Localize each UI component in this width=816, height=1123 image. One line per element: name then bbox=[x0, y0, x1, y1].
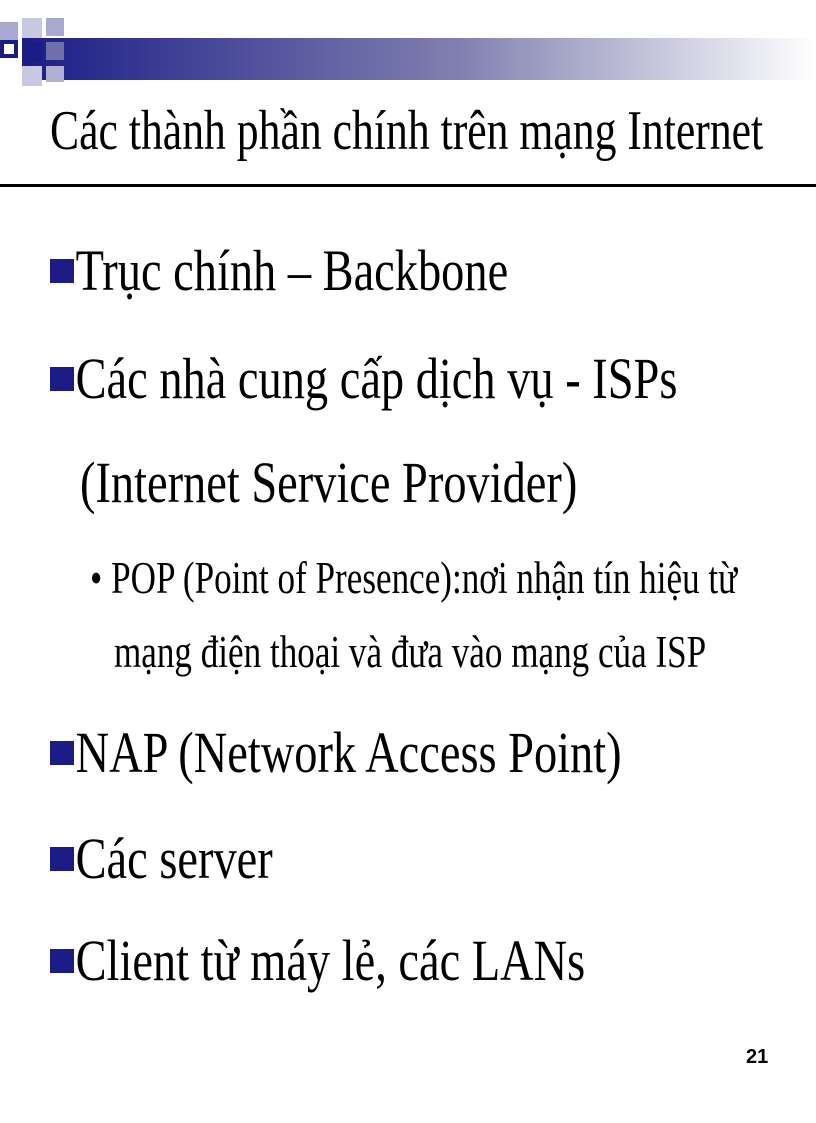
decor-square bbox=[22, 42, 42, 62]
decor-square bbox=[2, 42, 16, 56]
slide-title: Các thành phần chính trên mạng Internet bbox=[50, 100, 764, 162]
bullet-text: Client từ máy lẻ, các LANs bbox=[75, 928, 586, 993]
decor-square bbox=[22, 18, 42, 38]
bullet-item bbox=[50, 926, 585, 996]
square-bullet-icon bbox=[50, 847, 74, 871]
bullet-item bbox=[50, 718, 622, 788]
bullet-item bbox=[50, 344, 677, 414]
decor-square bbox=[0, 22, 18, 40]
square-bullet-icon bbox=[50, 741, 74, 765]
decor-square bbox=[46, 42, 64, 60]
square-bullet-icon bbox=[50, 367, 74, 391]
decor-square bbox=[46, 66, 64, 82]
sub-bullet-continuation: mạng điện thoại và đưa vào mạng của ISP bbox=[114, 627, 707, 677]
bullet-item bbox=[50, 236, 508, 306]
page-number: 21 bbox=[746, 1046, 769, 1068]
decor-square bbox=[46, 18, 64, 36]
sub-bullet-line bbox=[90, 550, 737, 606]
bullet-text: Các server bbox=[75, 826, 273, 891]
sub-bullet-text: POP (Point of Presence):nơi nhận tín hiệu từ bbox=[111, 553, 738, 603]
bullet-continuation: (Internet Service Provider) bbox=[80, 450, 578, 515]
bullet-text: Các nhà cung cấp dịch vụ - ISPs bbox=[75, 346, 678, 411]
bullet-text: Trục chính – Backbone bbox=[75, 238, 509, 303]
decor-square bbox=[22, 66, 42, 86]
bullet-text: NAP (Network Access Point) bbox=[75, 720, 622, 785]
square-bullet-icon bbox=[50, 949, 74, 973]
square-bullet-icon bbox=[50, 259, 74, 283]
bullet-item bbox=[50, 824, 273, 894]
header-gradient-bar bbox=[22, 38, 816, 80]
dot-bullet-icon: • bbox=[90, 553, 103, 603]
title-divider bbox=[0, 184, 816, 187]
